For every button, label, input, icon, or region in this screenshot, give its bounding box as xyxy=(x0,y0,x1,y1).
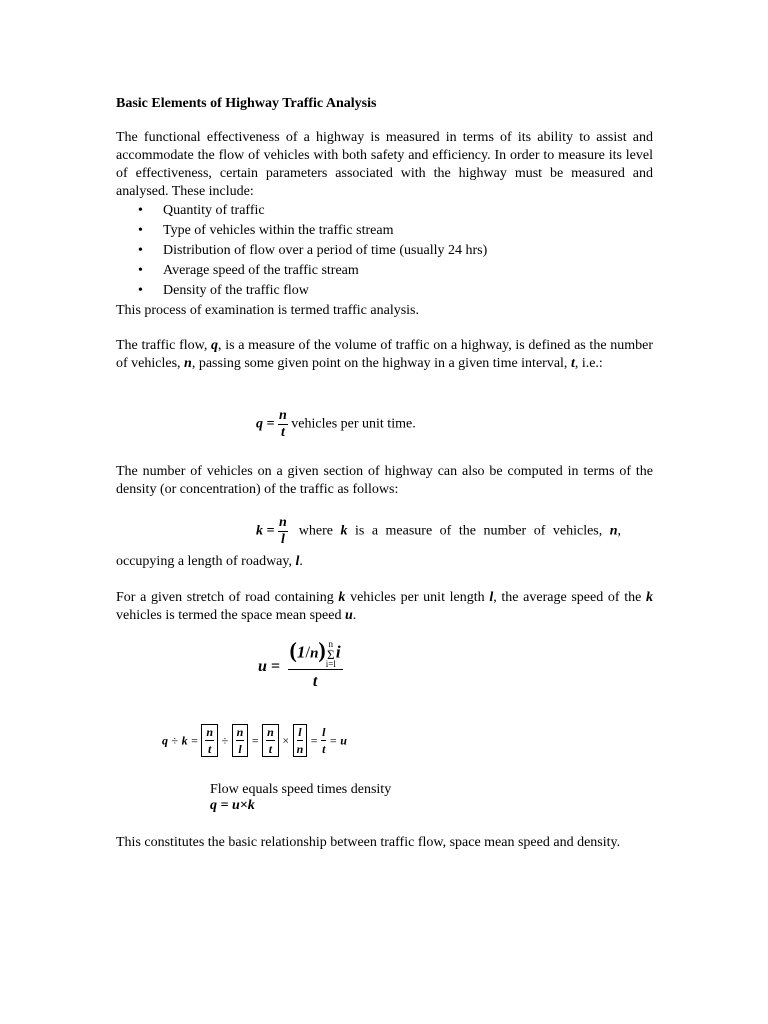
density-continuation: occupying a length of roadway, l. xyxy=(116,554,303,569)
bullet-icon: • xyxy=(138,223,143,238)
fraction: (1/n) n Σ i=l i t xyxy=(289,637,341,690)
list-item: • Quantity of traffic xyxy=(116,201,487,221)
fraction: $\frac{l}{t}$ xyxy=(322,725,326,756)
flow-speed-density-equation: q = u×k xyxy=(210,798,255,813)
bracket-term: $\frac{n}{l}$ xyxy=(232,724,249,757)
bullet-icon: • xyxy=(138,283,143,298)
list-item: • Type of vehicles within the traffic stream xyxy=(116,221,487,241)
analysis-sentence: This process of examination is termed traffic analysis. xyxy=(116,303,419,318)
bullet-icon: • xyxy=(138,203,143,218)
space-mean-speed-equation: u = (1/n) n Σ i=l i t xyxy=(258,640,343,694)
bracket-term: $\frac{n}{t}$ xyxy=(262,724,279,757)
parameter-list xyxy=(116,201,487,301)
fraction: $\frac{n}{l}$ xyxy=(278,515,287,547)
closing-paragraph: This constitutes the basic relationship between traffic flow, space mean speed and density. xyxy=(116,835,621,850)
bracket-term: $\frac{n}{t}$ xyxy=(201,724,218,757)
bullet-icon: • xyxy=(138,263,143,278)
intro-paragraph: The functional effectiveness of a highway is measured in terms of its ability to assist and accommodate the flow of vehicles with both safety and efficiency. In order to measure its level of effectiveness, certain parameters associated with the highway must be measured and analysed. These include: xyxy=(116,130,653,199)
bracket-term: $\frac{l}{n}$ xyxy=(293,724,308,757)
flow-equation: q = $\frac{n}{t}$ vehicles per unit time. xyxy=(256,408,416,440)
list-item: • Density of the traffic flow xyxy=(116,281,487,301)
fraction: $\frac{n}{t}$ xyxy=(278,408,287,440)
bullet-icon: • xyxy=(138,243,143,258)
flow-caption: Flow equals speed times density xyxy=(210,782,392,797)
document-title: Basic Elements of Highway Traffic Analysis xyxy=(116,96,377,111)
flow-paragraph: The traffic flow, q, is a measure of the volume of traffic on a highway, is defined as the number of vehicles, n, passing some given point on the highway in a given time interval, t, i.e.: xyxy=(116,338,653,371)
list-item: • Distribution of flow over a period of time (usually 24 hrs) xyxy=(116,241,487,261)
list-item: • Average speed of the traffic stream xyxy=(116,261,487,281)
speed-paragraph: For a given stretch of road containing k vehicles per unit length l, the average speed of the k vehicles is termed the space mean speed u. xyxy=(116,590,653,623)
density-paragraph: The number of vehicles on a given section of highway can also be computed in terms of the density (or concentration) of the traffic as follows: xyxy=(116,464,653,497)
flow-density-relation: q ÷ k = $\frac{n}{t}$ ÷ $\frac{n}{l}$ = $\frac{n}{t}$ × $\frac{l}{n}$ = $\frac{l}{t}$ = u xyxy=(162,725,347,756)
density-equation: k = $\frac{n}{l}$ where k is a measure of the number of vehicles, n, xyxy=(256,515,622,547)
